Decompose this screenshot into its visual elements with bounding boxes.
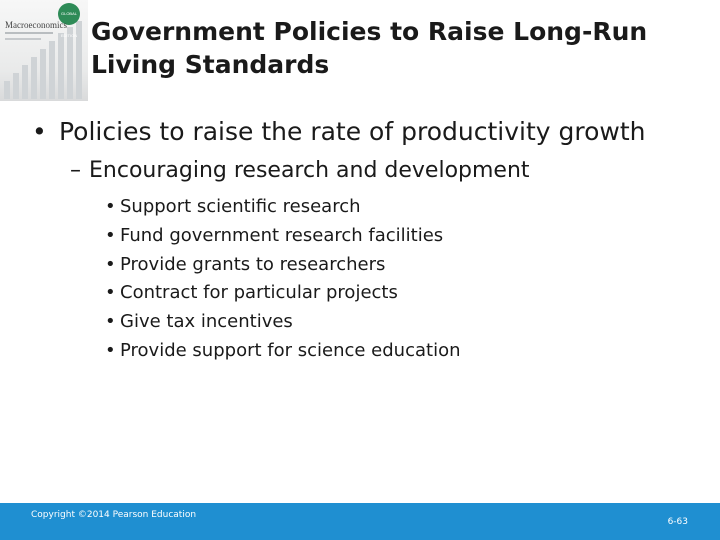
bullet-level2-text: Encouraging research and development [89, 158, 530, 183]
bullet-level1 [32, 115, 692, 148]
bullet-dot-icon: • [105, 311, 116, 333]
bullet-level3-item [105, 222, 692, 251]
bullet-dot-icon: • [32, 117, 47, 146]
bullet-level3-text: Contract for particular projects [120, 282, 398, 304]
bullet-dot-icon: • [105, 339, 116, 361]
bullet-dot-icon: • [105, 282, 116, 304]
bullet-level3-text: Fund government research facilities [120, 224, 444, 246]
cover-edition-badge: GLOBAL EDITION [58, 3, 80, 25]
bullet-level3-text: Support scientific research [120, 196, 361, 217]
cover-title: Macroeconomics [5, 20, 67, 30]
bullet-level2 [70, 156, 692, 186]
bullet-dot-icon: • [105, 224, 116, 246]
copyright-notice: Copyright ©2014 Pearson Education [31, 510, 197, 520]
bullet-dash-icon: – [70, 158, 81, 183]
bullet-level3-text: Provide support for science education [120, 339, 461, 361]
bullet-level1-text: Policies to raise the rate of productivity growth [59, 117, 646, 146]
bullet-level3-item [105, 308, 692, 337]
book-cover-thumbnail [0, 0, 88, 101]
bullet-level3-text: Give tax incentives [120, 311, 293, 333]
bullet-level3-item [105, 193, 692, 222]
bullet-dot-icon: • [105, 196, 116, 217]
page-number: 6-63 [667, 517, 688, 527]
bullet-level3-item [105, 251, 692, 280]
cover-author-line [5, 32, 53, 34]
slide-content [32, 115, 692, 366]
bullet-dot-icon: • [105, 253, 116, 275]
bullet-level3-item [105, 337, 692, 366]
bullet-level3-text: Provide grants to researchers [120, 253, 386, 275]
bullet-level3-item [105, 279, 692, 308]
slide-title: Government Policies to Raise Long-Run Living Standards [91, 17, 648, 79]
slide-footer [0, 503, 720, 540]
bullet-level3-list [105, 193, 692, 366]
cover-author-line [5, 38, 41, 40]
